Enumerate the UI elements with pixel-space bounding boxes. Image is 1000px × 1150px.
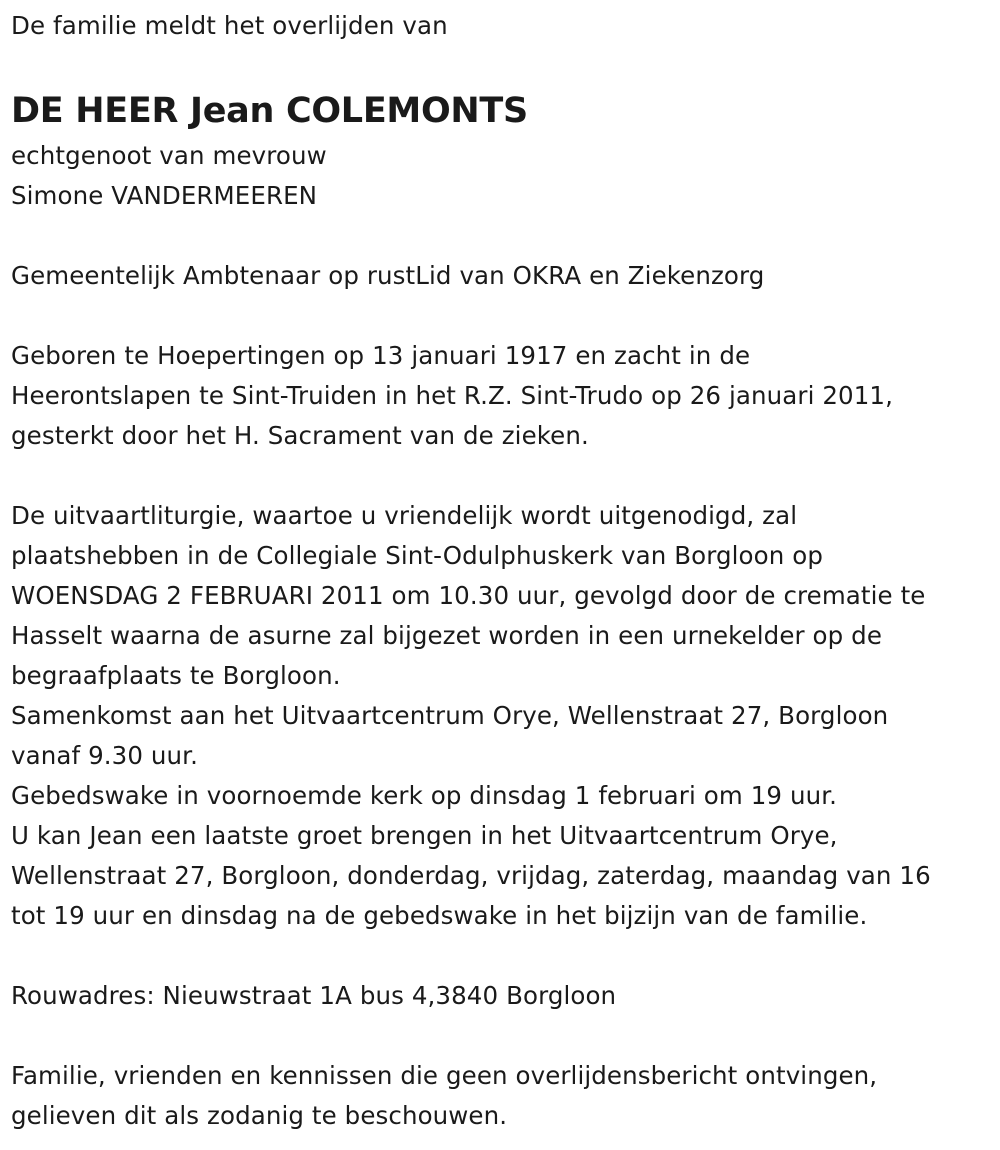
spacer (11, 46, 991, 84)
mourning-address: Rouwadres: Nieuwstraat 1A bus 4,3840 Borgloon (11, 981, 617, 1010)
paragraph-line: gesterkt door het H. Sacrament van de zieken. (11, 421, 589, 450)
paragraph-line: begraafplaats te Borgloon. (11, 661, 341, 690)
paragraph-line: vanaf 9.30 uur. (11, 741, 198, 770)
birth-death-paragraph (11, 336, 991, 456)
spacer (11, 936, 991, 976)
paragraph-line: plaatshebben in de Collegiale Sint-Odulphuskerk van Borgloon op (11, 541, 823, 570)
spacer (11, 296, 991, 336)
paragraph-line: Samenkomst aan het Uitvaartcentrum Orye, Wellenstraat 27, Borgloon (11, 701, 889, 730)
occupation-text: Gemeentelijk Ambtenaar op rustLid van OKRA en Ziekenzorg (11, 261, 765, 290)
spouse-line-1: echtgenoot van mevrouw (11, 141, 327, 170)
paragraph-line: Familie, vrienden en kennissen die geen overlijdensbericht ontvingen, (11, 1061, 878, 1090)
spacer (11, 216, 991, 256)
paragraph-line: gelieven dit als zodanig te beschouwen. (11, 1101, 508, 1130)
paragraph-line: WOENSDAG 2 FEBRUARI 2011 om 10.30 uur, gevolgd door de crematie te (11, 581, 926, 610)
funeral-paragraph (11, 496, 991, 936)
paragraph-line: Heerontslapen te Sint-Truiden in het R.Z. Sint-Trudo op 26 januari 2011, (11, 381, 893, 410)
deceased-name: DE HEER Jean COLEMONTS (11, 91, 528, 131)
paragraph-line: Gebedswake in voornoemde kerk op dinsdag 1 februari om 19 uur. (11, 781, 838, 810)
closing-paragraph (11, 1056, 991, 1136)
spacer (11, 1016, 991, 1056)
spouse-line-2: Simone VANDERMEEREN (11, 181, 318, 210)
obituary-notice (11, 6, 991, 1136)
intro-text: De familie meldt het overlijden van (11, 11, 448, 40)
paragraph-line: tot 19 uur en dinsdag na de gebedswake in het bijzijn van de familie. (11, 901, 868, 930)
paragraph-line: Geboren te Hoepertingen op 13 januari 1917 en zacht in de (11, 341, 751, 370)
spacer (11, 456, 991, 496)
paragraph-line: Wellenstraat 27, Borgloon, donderdag, vrijdag, zaterdag, maandag van 16 (11, 861, 931, 890)
paragraph-line: De uitvaartliturgie, waartoe u vriendelijk wordt uitgenodigd, zal (11, 501, 798, 530)
paragraph-line: Hasselt waarna de asurne zal bijgezet worden in een urnekelder op de (11, 621, 883, 650)
paragraph-line: U kan Jean een laatste groet brengen in het Uitvaartcentrum Orye, (11, 821, 838, 850)
spouse-block (11, 136, 991, 216)
